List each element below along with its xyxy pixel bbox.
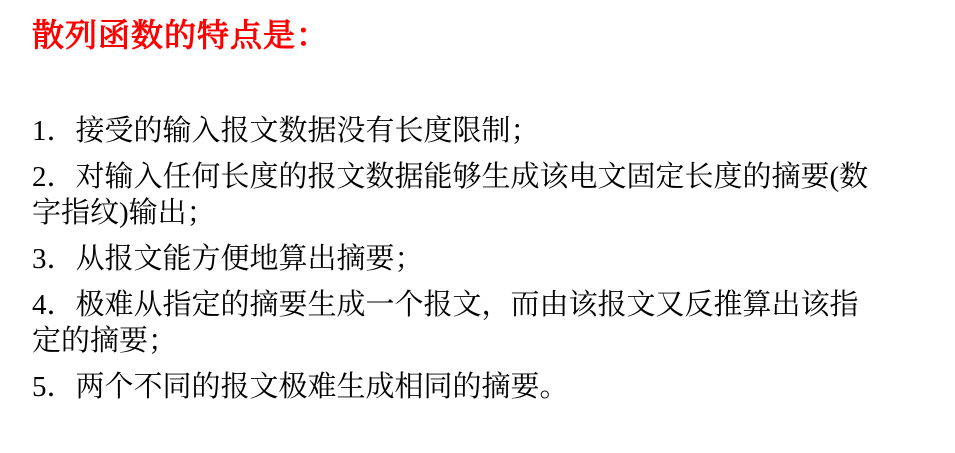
list-item: [32, 287, 932, 359]
feature-list: [32, 113, 932, 405]
list-item-1-line-1: 1．接受的输入报文数据没有长度限制；: [32, 115, 540, 147]
list-item-2-line-1: 2．对输入任何长度的报文数据能够生成该电文固定长度的摘要(数: [32, 161, 869, 193]
list-item: [32, 369, 932, 405]
list-item-4-line-1: 4．极难从指定的摘要生成一个报文，而由该报文又反推算出该指: [32, 289, 859, 321]
list-item-2-line-2: 字指纹)输出；: [32, 197, 216, 229]
slide-title: 散列函数的特点是：: [32, 17, 330, 53]
list-item-5-line-1: 5．两个不同的报文极难生成相同的摘要。: [32, 371, 569, 403]
list-item-4-line-2: 定的摘要；: [32, 325, 178, 357]
list-item: [32, 159, 932, 231]
list-item: [32, 113, 932, 149]
list-item: [32, 241, 932, 277]
list-item-3-line-1: 3．从报文能方便地算出摘要；: [32, 243, 424, 275]
